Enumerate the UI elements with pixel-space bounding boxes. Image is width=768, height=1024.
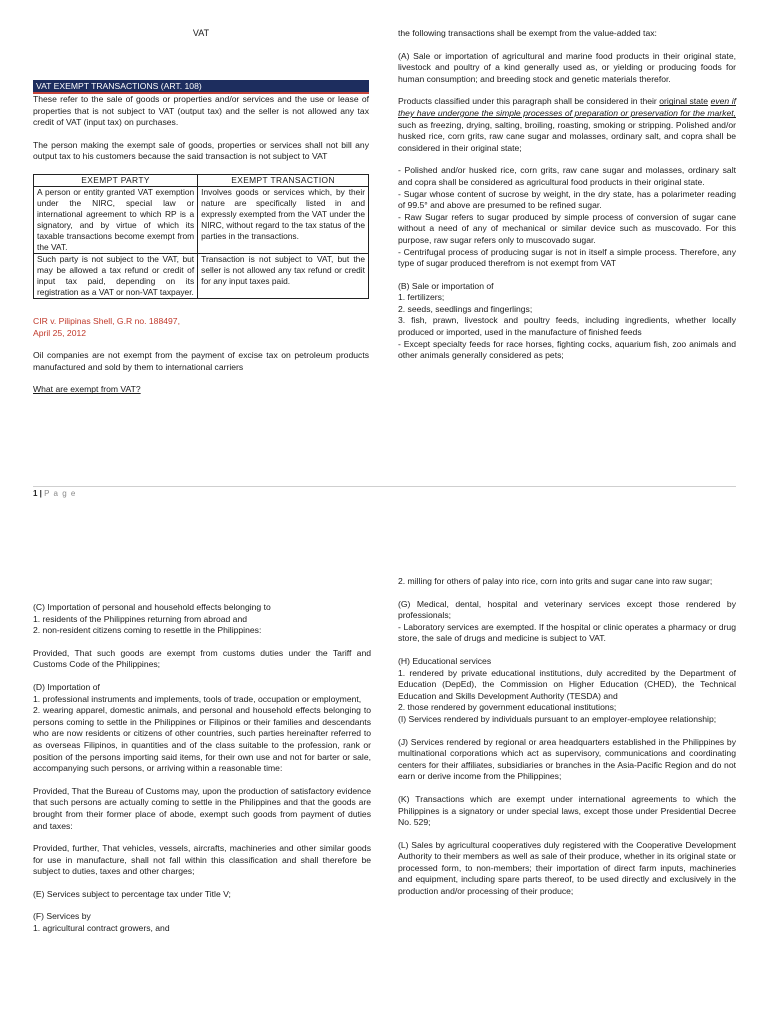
c-proviso-paragraph: Provided, That such goods are exempt from customs duties under the Tariff and Customs Code of the Philippines; <box>33 647 371 670</box>
item-j-paragraph: (J) Services rendered by regional or area headquarters established in the Philippines by multinational corporations which act as supervisory, communications and coordinating centers for their affiliates, subsidiaries or branches in the Asia-Pacific Region and do not earn or derive income from the Philippines; <box>398 736 736 782</box>
table-cell: Such party is not subject to the VAT, but may be allowed a tax refund or credit of input tax paid, depending on its registration as a VAT or non-VAT taxpayer. <box>34 253 198 298</box>
exempt-comparison-table <box>33 174 369 299</box>
original-state-paragraph <box>398 96 736 154</box>
list-item: 2. seeds, seedlings and fingerlings; <box>398 303 533 314</box>
list-item: 2. wearing apparel, domestic animals, and personal and household effects belonging to persons coming to settle in the Philippines or Filipinos or their families and descendants who are now residents or citizens of other countries, such parties hereinafter referred to as overseas Filipinos, in quantities and of the class suitable to the profession, rank or position of the persons importing said items, for their own use and not for barter or sale, accompanying such persons, or arriving within a reasonable time: <box>33 705 371 774</box>
table-row <box>34 186 369 253</box>
item-b-list <box>398 281 736 362</box>
no-bill-paragraph: The person making the exempt sale of goods, properties or services shall not bill any output tax to his customers because the said transaction is not subject to VAT <box>33 139 369 162</box>
table-header-cell: EXEMPT PARTY <box>34 174 198 186</box>
d-proviso-paragraph: Provided, That the Bureau of Customs may, upon the production of satisfactory evidence that such persons are actually coming to settle in the Philippines and that the goods are brought from their former place of abode, exempt such goods from payment of duties and taxes: <box>33 785 371 831</box>
section-banner: VAT EXEMPT TRANSACTIONS (ART. 108) <box>33 80 369 94</box>
oil-companies-paragraph: Oil companies are not exempt from the payment of excise tax on petroleum products manufactured and sold by them to international carriers <box>33 350 369 372</box>
item-f-list <box>33 911 371 934</box>
list-item: 1. rendered by private educational institutions, duly accredited by the Department of Education (DepEd), the Commission on Higher Education (CHED), the Technical Education and Skills Development Authority (TESDA) and <box>398 667 736 701</box>
list-item: - Except specialty feeds for race horses, fighting cocks, aquarium fish, zoo animals and other animals generally considered as pets; <box>398 338 736 361</box>
item-a-paragraph: (A) Sale or importation of agricultural and marine food products in their original state, livestock and poultry of a kind generally used as, or yielding or producing foods for human consumption; and breeding stock and genetic materials therefor. <box>398 50 736 84</box>
page2-left-column <box>33 602 371 935</box>
list-item: - Sugar whose content of sucrose by weight, in the dry state, has a polarimeter reading of 99.5° and above are presumed to be refined sugar. <box>398 188 736 211</box>
d-proviso-further-paragraph: Provided, further, That vehicles, vessels, aircrafts, machineries and other similar goods for use in manufacture, shall not fall within this classification and shall therefore be subject to duties, taxes and other charges; <box>33 843 371 877</box>
case-citation-date: April 25, 2012 <box>33 327 87 338</box>
list-item: - Polished and/or husked rice, corn grits, raw cane sugar and molasses, ordinary salt and copra shall be considered as agricultural food products in their original state. <box>398 165 736 187</box>
question-heading: What are exempt from VAT? <box>33 384 141 395</box>
table-row <box>34 253 369 298</box>
item-g-block <box>398 599 736 645</box>
list-item: (F) Services by <box>33 911 91 922</box>
list-item: - Laboratory services are exempted. If the hospital or clinic operates a pharmacy or drug store, the sale of drugs and medicine is subject to VAT. <box>398 621 736 644</box>
list-item: (H) Educational services <box>398 655 492 666</box>
case-citation-line: CIR v. Pilipinas Shell, G.R no. 188497, <box>33 315 180 326</box>
page1-left-column <box>33 28 369 407</box>
item-e-paragraph: (E) Services subject to percentage tax under Title V; <box>33 888 231 899</box>
list-item: (C) Importation of personal and household effects belonging to <box>33 602 271 612</box>
list-item: 1. residents of the Philippines returning from abroad and <box>33 613 248 624</box>
list-item: - Raw Sugar refers to sugar produced by simple process of conversion of sugar cane without a need of any of mechanical or similar device such as muscovado. For this purpose, raw sugar refers only to muscovado sugar. <box>398 211 736 245</box>
item-d-list <box>33 682 371 775</box>
table-cell: Transaction is not subject to VAT, but the seller is not allowed any tax refund or credit for any input taxes paid. <box>198 253 369 298</box>
item-c-list <box>33 602 371 637</box>
list-item: 1. agricultural contract growers, and <box>33 923 170 934</box>
list-item: (G) Medical, dental, hospital and veterinary services except those rendered by professionals; <box>398 598 736 621</box>
italic-underlined-phrase: even if they have undergone the simple processes of preparation or preservation for the market, <box>398 96 736 118</box>
item-h-list <box>398 656 736 726</box>
page-label: P a g e <box>44 489 77 498</box>
text-run: Products classified under this paragraph shall be considered in their <box>398 96 660 107</box>
page-separator: | <box>37 489 45 498</box>
page-gap <box>0 520 768 562</box>
text-run: such as freezing, drying, salting, broiling, roasting, smoking or stripping. Polished and/or husked rice, corn grits, raw cane sugar and molasses, ordinary salt, and copra shall be considered in their original state; <box>398 119 736 153</box>
list-item: (D) Importation of <box>33 681 100 692</box>
table-cell: A person or entity granted VAT exemption under the NIRC, special law or international agreement to which RP is a signatory, and by virtue of which its taxable transactions become exempt from the VAT. <box>34 186 198 253</box>
document-title: VAT <box>192 28 210 38</box>
page-footer <box>33 489 76 498</box>
page1-right-column <box>398 28 736 373</box>
intro-paragraph: These refer to the sale of goods or properties and/or services and the use or lease of properties that is not subject to VAT (output tax) and the seller is not allowed any tax credit of VAT (input tax) on purchases. <box>33 94 369 128</box>
list-item: 1. professional instruments and implements, tools of trade, occupation or employment, <box>33 693 362 704</box>
list-item: - Centrifugal process of producing sugar is not in itself a simple process. Therefore, any type of sugar produced therefrom is not exempt from VAT <box>398 246 736 269</box>
case-citation <box>33 316 369 339</box>
list-item: (I) Services rendered by individuals pursuant to an employer-employee relationship; <box>398 713 717 724</box>
right-lead-text: the following transactions shall be exempt from the value-added tax: <box>398 28 657 38</box>
underlined-term: original state <box>659 96 709 107</box>
list-item: 2. non-resident citizens coming to resettle in the Philippines: <box>33 625 262 636</box>
page-number: 1 <box>33 489 38 498</box>
list-item: 2. those rendered by government educational institutions; <box>398 702 617 713</box>
table-header-row <box>34 174 369 186</box>
list-item: (B) Sale or importation of <box>398 280 494 291</box>
page2-right-column <box>398 576 736 898</box>
item-l-paragraph: (L) Sales by agricultural cooperatives duly registered with the Cooperative Development Authority to their members as well as sale of their produce, whether in its original state or processed form, to non-members; their importation of direct farm inputs, machineries and equipment, including spare parts thereof, to be used directly and exclusively in the production and/or processing of their produce; <box>398 839 736 897</box>
table-header-cell: EXEMPT TRANSACTION <box>198 174 369 186</box>
list-item: 3. fish, prawn, livestock and poultry feeds, including ingredients, whether locally produced or imported, used in the manufacture of finished feeds <box>398 315 736 338</box>
item-k-paragraph: (K) Transactions which are exempt under international agreements to which the Philippines is a signatory or under special laws, except those under Presidential Decree No. 529; <box>398 793 736 828</box>
sugar-bullets <box>398 165 736 269</box>
table-cell: Involves goods or services which, by their nature are specifically listed in and expressly exempted from the VAT under the NIRC, without regard to the tax status of the parties in the transactions. <box>198 186 369 253</box>
footer-divider <box>33 486 736 487</box>
list-item: 1. fertilizers; <box>398 292 445 303</box>
item-f-continued: 2. milling for others of palay into rice, corn into grits and sugar cane into raw sugar; <box>398 576 713 586</box>
